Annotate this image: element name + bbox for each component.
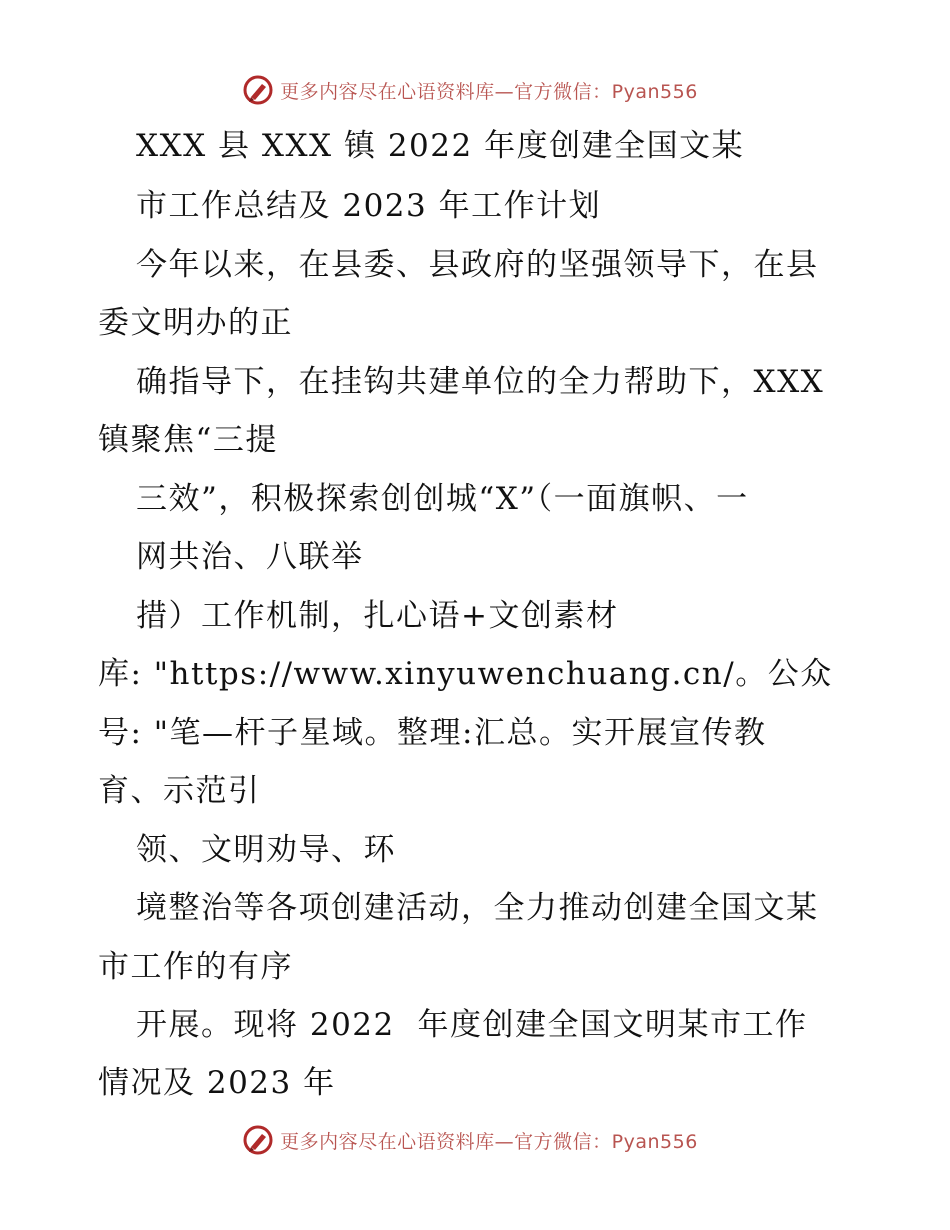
title-line-2: 市工作总结及 2023 年工作计划 xyxy=(136,188,602,224)
title-line-1: XXX 县 XXX 镇 2022 年度创建全国文某 xyxy=(136,128,745,164)
paragraph-line: 网共治、八联举 xyxy=(136,539,364,575)
paragraph-line: 开展。现将 2022 年度创建全国文明某市工作 xyxy=(136,1007,808,1043)
pen-logo-icon xyxy=(242,1124,274,1156)
paragraph-line: 市工作的有序 xyxy=(98,949,293,985)
paragraph-line: 库: "https://www.xinyuwenchuang.cn/。公众 xyxy=(98,656,833,692)
header-banner xyxy=(0,70,950,110)
paragraph-line: 三效”，积极探索创创城“X”（一面旗帜、一 xyxy=(136,481,749,517)
header-banner-text: 更多内容尽在心语资料库—官方微信：Pyan556 xyxy=(280,80,698,103)
paragraph-line: 领、文明劝导、环 xyxy=(136,832,396,868)
paragraph-line: 镇聚焦“三提 xyxy=(98,422,278,458)
paragraph-line: 确指导下，在挂钩共建单位的全力帮助下，XXX xyxy=(136,364,825,400)
paragraph-line: 委文明办的正 xyxy=(98,305,293,341)
paragraph-line: 号: "笔—杆子星域。整理:汇总。实开展宣传教 xyxy=(98,715,767,751)
paragraph-line: 境整治等各项创建活动，全力推动创建全国文某 xyxy=(136,890,819,926)
pen-logo-icon xyxy=(242,74,274,106)
paragraph-line: 措）工作机制，扎心语+文创素材 xyxy=(136,598,619,634)
paragraph-line: 今年以来，在县委、县政府的坚强领导下，在县 xyxy=(136,247,819,283)
footer-banner xyxy=(0,1120,950,1160)
paragraph-line: 育、示范引 xyxy=(98,773,261,809)
footer-banner-text: 更多内容尽在心语资料库—官方微信：Pyan556 xyxy=(280,1130,698,1153)
paragraph-line: 情况及 2023 年 xyxy=(98,1065,336,1101)
